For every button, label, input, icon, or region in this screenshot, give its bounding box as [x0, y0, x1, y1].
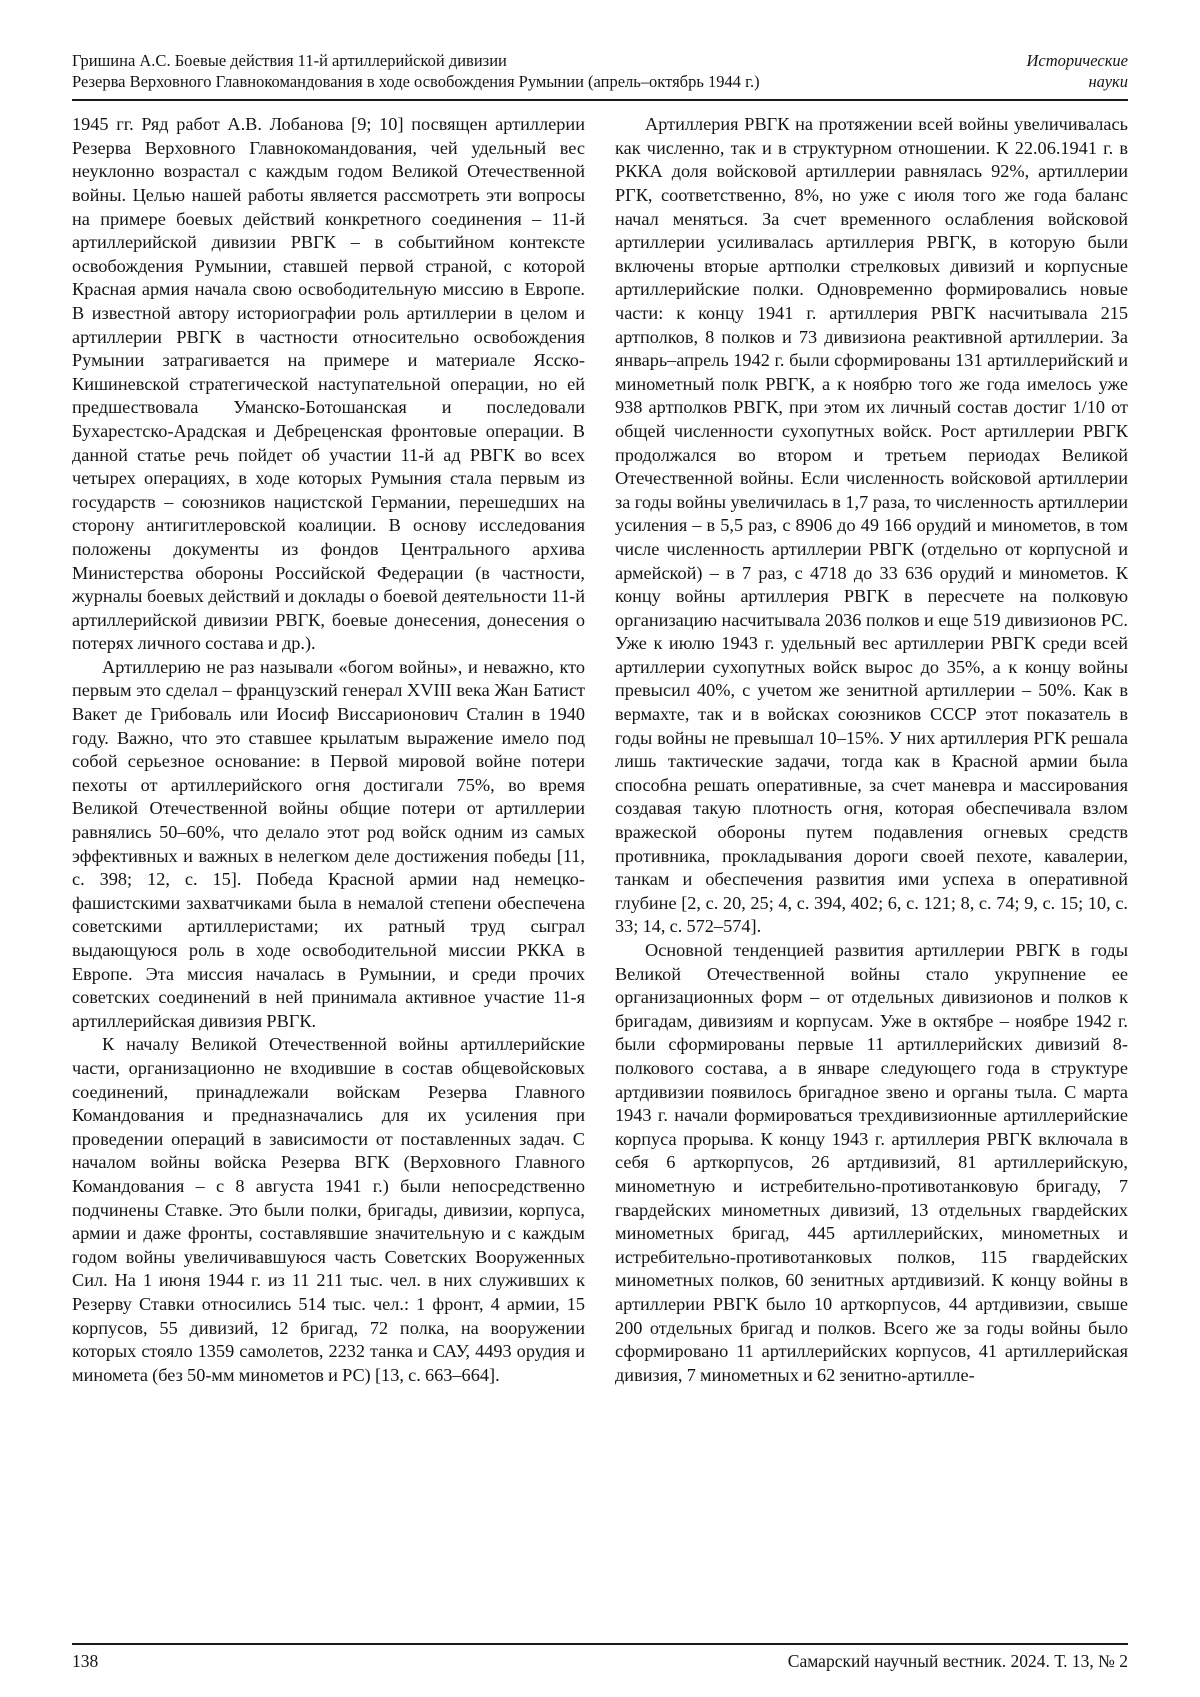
right-column	[615, 113, 1128, 1639]
paragraph: Артиллерия РВГК на протяжении всей войны увеличивалась как численно, так и в структурном отношении. К 22.06.1941 г. в РККА доля войсковой артиллерии равнялась 92%, артиллерии РГК, соответственно, 8%, но уже с июля того же года баланс начал меняться. За счет временного ослабления войсковой артиллерии усиливалась артиллерия РВГК, в которую были включены вторые артполки стрелковых дивизий и корпусные артиллерийские полки. Одновременно формировались новые части: к концу 1941 г. артиллерия РВГК насчитывала 215 артполков, 8 полков и 73 дивизиона реактивной артиллерии. За январь–апрель 1942 г. были сформированы 131 артиллерийский и минометный полк РВГК, а к ноябрю того же года имелось уже 938 артполков РВГК, при этом их личный состав достиг 1/10 от общей численности сухопутных войск. Рост артиллерии РВГК продолжался во втором и третьем периодах Великой Отечественной войны. Если численность войсковой артиллерии за годы войны увеличилась в 1,7 раза, то численность артиллерии усиления – в 5,5 раз, с 8906 до 49 166 орудий и минометов, в том числе численность артиллерии РВГК (отдельно от корпусной и армейской) – в 7 раз, с 4718 до 33 636 орудий и минометов. К концу войны артиллерия РВГК в пересчете на полковую организацию насчитывала 2036 полков и еще 519 дивизионов РС. Уже к июлю 1943 г. удельный вес артиллерии РВГК среди всей артиллерии сухопутных войск вырос до 35%, а к концу войны превысил 40%, с учетом же зенитной артиллерии – 50%. Как в вермахте, так и в войсках союзников СССР этот показатель в годы войны не превышал 10–15%. У них артиллерия РГК решала лишь тактические задачи, тогда как в Красной армии была способна решать оперативные, за счет маневра и массирования создавая такую плотность огня, которая обеспечивала взлом вражеской обороны путем подавления огневых средств противника, прокладывания дороги своей пехоте, кавалерии, танкам и обеспечения развития ими успеха в оперативной глубине [2, с. 20, 25; 4, с. 394, 402; 6, с. 121; 8, с. 74; 9, с. 15; 10, с. 33; 14, с. 572–574].	[615, 114, 1128, 937]
journal-citation: Самарский научный вестник. 2024. Т. 13, № 2	[787, 1651, 1128, 1672]
section-label	[1027, 50, 1129, 92]
running-title-line2: Резерва Верховного Главнокомандования в ходе освобождения Румынии (апрель–октябрь 1944 г.)	[72, 72, 760, 92]
paragraph: К началу Великой Отечественной войны артиллерийские части, организационно не входившие в состав общевойсковых соединений, принадлежали войскам Резерва Главного Командования и предназначались для их усиления при проведении операций в зависимости от поставленных задач. С началом войны войска Резерва ВГК (Верховного Главного Командования – с 8 августа 1941 г.) были непосредственно подчинены Ставке. Это были полки, бригады, дивизии, корпуса, армии и даже фронты, составлявшие значительную и с каждым годом войны увеличивавшуюся часть Советских Вооруженных Сил. На 1 июня 1944 г. из 11 211 тыс. чел. в них служивших к Резерву Ставки относились 514 тыс. чел.: 1 фронт, 4 армии, 15 корпусов, 55 дивизий, 12 бригад, 72 полка, на вооружении которых стояло 1359 самолетов, 2232 танка и САУ, 4493 орудия и миномета (без 50-мм минометов и РС) [13, с. 663–664].	[72, 1034, 585, 1385]
page-number: 138	[72, 1651, 99, 1672]
paragraph-continuation: 1945 гг. Ряд работ А.В. Лобанова [9; 10] посвящен артиллерии Резерва Верховного Главнокомандования, чей удельный вес неуклонно возрастал с каждым годом Великой Отечественной войны. Целью нашей работы является рассмотреть эти вопросы на примере боевых действий конкретного соединения – 11-й артиллерийской дивизии РВГК – в событийном контексте освобождения Румынии, ставшей первой страной, с которой Красная армия начала свою освободительную миссию в Европе. В известной автору историографии роль артиллерии в целом и артиллерии РВГК в частности относительно освобождения Румынии затрагивается на примере и материале Ясско-Кишиневской стратегической наступательной операции, но ей предшествовала Уманско-Ботошанская и последовали Бухарестско-Арадская и Дебреценская фронтовые операции. В данной статье речь пойдет об участии 11-й ад РВГК во всех четырех операциях, в ходе которых Румыния стала первым из государств – союзников нацистской Германии, перешедших на сторону антигитлеровской коалиции. В основу исследования положены документы из фондов Центрального архива Министерства обороны Российской Федерации (в частности, журналы боевых действий и доклады о боевой деятельности 11-й артиллерийской дивизии РВГК, боевые донесения, донесения о потерях личного состава и др.).	[72, 114, 585, 654]
left-column	[72, 113, 585, 1639]
section-label-line2: науки	[1088, 72, 1128, 92]
page-header	[72, 50, 1128, 99]
article-body	[72, 113, 1128, 1639]
section-label-line1: Исторические	[1026, 51, 1128, 70]
page-footer	[72, 1639, 1128, 1673]
paragraph: Артиллерию не раз называли «богом войны», и неважно, кто первым это сделал – французский генерал XVIII века Жан Батист Вакет де Грибоваль или Иосиф Виссарионович Сталин в 1940 году. Важно, что это ставшее крылатым выражение имело под собой серьезное основание: в Первой мировой войне потери пехоты от артиллерийского огня достигали 75%, во время Великой Отечественной войны общие потери от артиллерии равнялись 50–60%, что делало этот род войск одним из самых эффективных и важных в нелегком деле достижения победы [11, с. 398; 12, с. 15]. Победа Красной армии над немецко-фашистскими захватчиками была в немалой степени обеспечена советскими артиллеристами; их ратный труд сыграл выдающуюся роль в ходе освободительной миссии РККА в Европе. Эта миссия началась в Румынии, и среди прочих советских соединений в ней принимала активное участие 11-я артиллерийская дивизия РВГК.	[72, 656, 585, 1031]
footer-divider	[72, 1643, 1128, 1645]
running-title-line1: Гришина А.С. Боевые действия 11-й артиллерийской дивизии	[72, 51, 507, 70]
header-divider	[72, 99, 1128, 101]
running-title	[72, 50, 760, 92]
paragraph: Основной тенденцией развития артиллерии РВГК в годы Великой Отечественной войны стало укрупнение ее организационных форм – от отдельных дивизионов и полков к бригадам, дивизиям и корпусам. Уже в октябре – ноябре 1942 г. были сформированы первые 11 артиллерийских дивизий 8-полкового состава, а в январе следующего года в структуре артдивизии появилось бригадное звено и органы тыла. С марта 1943 г. начали формироваться трехдивизионные артиллерийские корпуса прорыва. К концу 1943 г. артиллерия РВГК включала в себя 6 арткорпусов, 26 артдивизий, 81 артиллерийскую, минометную и истребительно-противотанковую бригаду, 7 гвардейских минометных дивизий, 13 отдельных гвардейских минометных бригад, 445 артиллерийских, минометных и истребительно-противотанковых полков, 115 гвардейских минометных полков, 60 зенитных артдивизий. К концу войны в артиллерии РВГК было 10 арткорпусов, 44 артдивизии, свыше 200 отдельных бригад и полков. Всего же за годы войны было сформировано 11 артиллерийских корпусов, 41 артиллерийская дивизия, 7 минометных и 62 зенитно-артилле-	[615, 940, 1128, 1385]
footer-row	[72, 1650, 1128, 1673]
